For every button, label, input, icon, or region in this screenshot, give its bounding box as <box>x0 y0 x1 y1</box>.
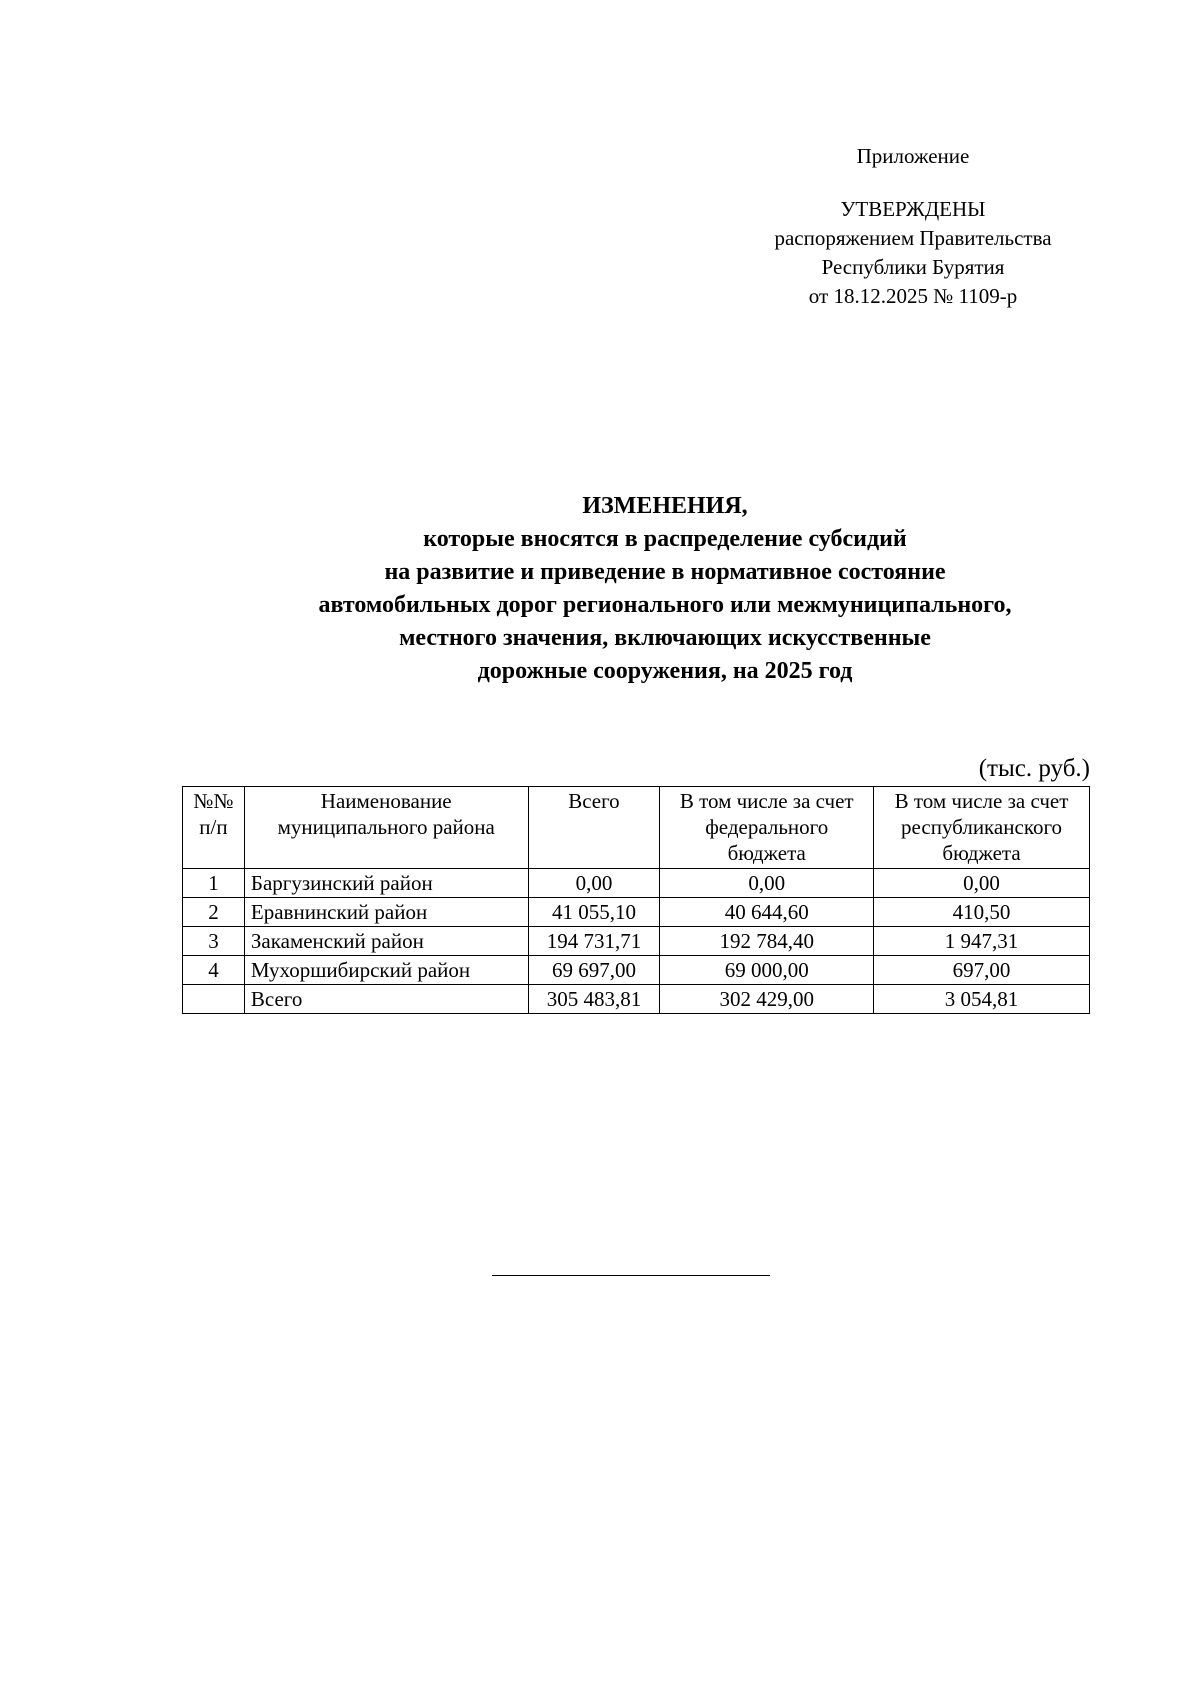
row-number: 3 <box>183 927 245 956</box>
approval-line-2: Республики Бурятия <box>821 255 1005 279</box>
header-number <box>183 787 245 869</box>
republic-total-value: 3 054,81 <box>874 985 1090 1014</box>
annex-label: Приложение <box>856 144 970 168</box>
table-row <box>183 927 1090 956</box>
header-republic <box>874 787 1090 869</box>
header-federal-line-1: В том числе за счет <box>679 789 854 813</box>
federal-value: 69 000,00 <box>660 956 874 985</box>
row-number <box>183 985 245 1014</box>
row-number: 2 <box>183 898 245 927</box>
grand-total-value: 305 483,81 <box>528 985 660 1014</box>
table-row <box>183 956 1090 985</box>
header-name-line-2: муниципального района <box>277 815 495 839</box>
heading-line-2: которые вносятся в распределение субсидий <box>423 526 907 552</box>
district-name: Закаменский район <box>244 927 528 956</box>
federal-value: 192 784,40 <box>660 927 874 956</box>
heading-line-5: местного значения, включающих искусственные <box>399 625 931 651</box>
total-value: 69 697,00 <box>528 956 660 985</box>
header-total-label: Всего <box>568 789 620 813</box>
approval-line-1: распоряжением Правительства <box>774 226 1052 250</box>
header-name-line-1: Наименование <box>320 789 452 813</box>
row-number: 1 <box>183 869 245 898</box>
header-number-line-2: п/п <box>199 815 228 839</box>
header-federal-line-3: бюджета <box>727 841 806 865</box>
republic-value: 410,50 <box>874 898 1090 927</box>
republic-value: 1 947,31 <box>874 927 1090 956</box>
total-value: 41 055,10 <box>528 898 660 927</box>
federal-value: 40 644,60 <box>660 898 874 927</box>
header-federal-line-2: федерального <box>705 815 829 839</box>
header-total <box>528 787 660 869</box>
republic-value: 0,00 <box>874 869 1090 898</box>
spacer <box>748 171 1078 195</box>
district-name: Мухоршибирский район <box>244 956 528 985</box>
header-republic-line-3: бюджета <box>942 841 1021 865</box>
total-value: 0,00 <box>528 869 660 898</box>
header-district-name <box>244 787 528 869</box>
header-number-line-1: №№ <box>193 789 234 813</box>
table-row <box>183 869 1090 898</box>
total-value: 194 731,71 <box>528 927 660 956</box>
units-label: (тыс. руб.) <box>978 755 1090 782</box>
approved-word: УТВЕРЖДЕНЫ <box>840 197 986 221</box>
approval-block <box>748 142 1078 311</box>
header-republic-line-2: республиканского <box>901 815 1063 839</box>
district-name: Еравнинский район <box>244 898 528 927</box>
heading-line-4: автомобильных дорог регионального или межмуниципального, <box>318 592 1012 618</box>
table-header-row <box>183 787 1090 869</box>
total-row-label: Всего <box>244 985 528 1014</box>
federal-value: 0,00 <box>660 869 874 898</box>
closing-rule <box>492 1275 770 1276</box>
heading-line-3: на развитие и приведение в нормативное состояние <box>384 559 946 585</box>
table-row <box>183 898 1090 927</box>
document-heading <box>200 490 1130 688</box>
heading-line-6: дорожные сооружения, на 2025 год <box>477 658 853 684</box>
header-federal <box>660 787 874 869</box>
header-republic-line-1: В том числе за счет <box>894 789 1069 813</box>
federal-total-value: 302 429,00 <box>660 985 874 1014</box>
subsidy-table <box>182 786 1090 1014</box>
heading-title: ИЗМЕНЕНИЯ, <box>582 493 748 519</box>
republic-value: 697,00 <box>874 956 1090 985</box>
total-row <box>183 985 1090 1014</box>
approval-line-3: от 18.12.2025 № 1109-р <box>808 284 1018 308</box>
row-number: 4 <box>183 956 245 985</box>
district-name: Баргузинский район <box>244 869 528 898</box>
